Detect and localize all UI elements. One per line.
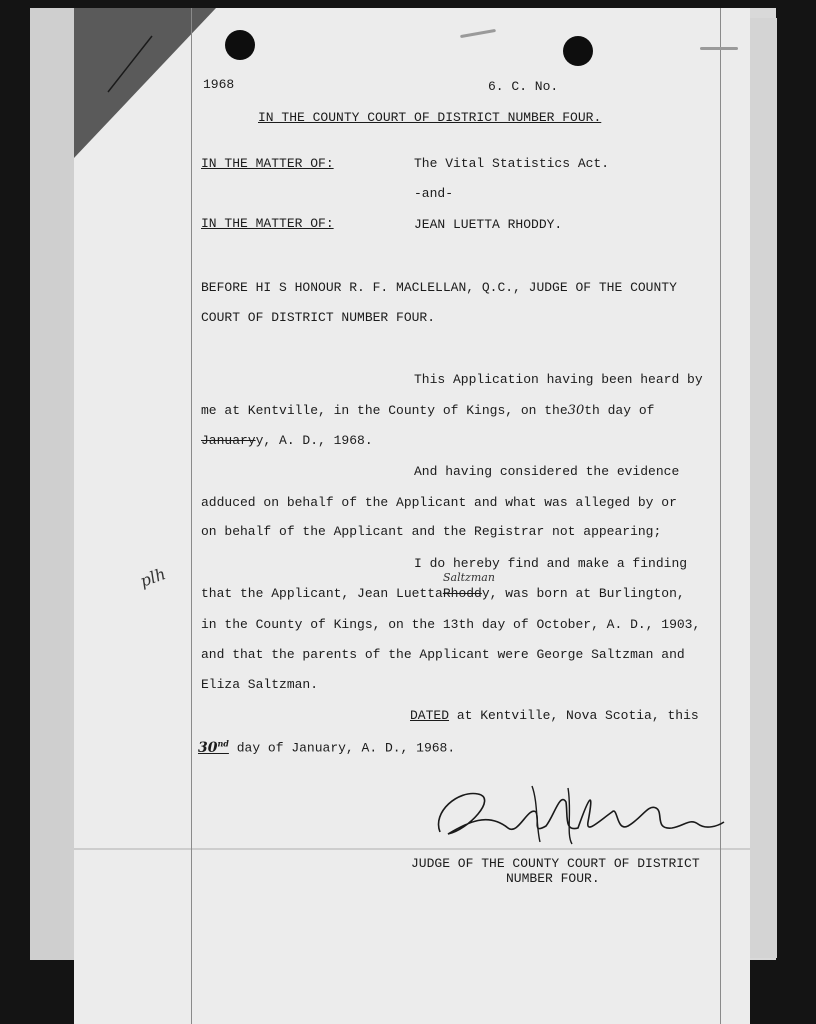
para3-line5: Eliza Saltzman. [201, 677, 319, 692]
matter-label-2: IN THE MATTER OF: [201, 216, 334, 231]
para2-line2: adduced on behalf of the Applicant and what was alleged by or [201, 495, 677, 510]
para3-line4: and that the parents of the Applicant were George Saltzman and [201, 647, 685, 662]
punch-hole-left [225, 30, 255, 60]
handwritten-day: 30 [567, 403, 585, 418]
before-line-2: COURT OF DISTRICT NUMBER FOUR. [201, 310, 436, 325]
staple-mark-right [700, 47, 738, 50]
underlying-sheet-edge [30, 8, 75, 960]
signature-title-line-1: JUDGE OF THE COUNTY COURT OF DISTRICT [411, 856, 700, 871]
document-page [74, 8, 750, 1024]
handwritten-dated-day: 30nd [198, 738, 229, 756]
struck-month: January [201, 433, 256, 448]
para1-line3: Januaryy, A. D., 1968. [201, 433, 373, 448]
judge-signature-image [428, 782, 728, 852]
right-underlying-edge [748, 18, 777, 958]
para1-line1: This Application having been heard by [414, 372, 703, 387]
para2-line3: on behalf of the Applicant and the Registrar not appearing; [201, 524, 662, 539]
para1-line2: me at Kentville, in the County of Kings, on the30th day of [201, 403, 655, 418]
para2-line1: And having considered the evidence [414, 464, 680, 479]
signature-title-line-2: NUMBER FOUR. [506, 871, 600, 886]
matter-value-2: JEAN LUETTA RHODDY. [414, 217, 563, 232]
dated-label: DATED [410, 708, 450, 723]
punch-hole-right [563, 36, 593, 66]
case-number-label: 6. C. No. [488, 79, 559, 94]
para3-line1: I do hereby find and make a finding [414, 556, 688, 571]
court-title: IN THE COUNTY COURT OF DISTRICT NUMBER FOUR. [258, 110, 602, 125]
case-year: 1968 [203, 77, 235, 92]
before-line-1: BEFORE HI S HONOUR R. F. MACLELLAN, Q.C., JUDGE OF THE COUNTY [201, 280, 677, 295]
matter-value-1: The Vital Statistics Act. [414, 156, 610, 171]
left-margin-line [191, 8, 192, 1024]
margin-initials: plh [137, 564, 169, 591]
corner-pencil-mark [100, 30, 160, 100]
para3-line3: in the County of Kings, on the 13th day of October, A. D., 1903, [201, 617, 701, 632]
inserted-surname: Saltzman [443, 571, 495, 584]
para3-line2: that the Applicant, Jean LuettaRhoddy, was born at Burlington, [201, 586, 685, 601]
matter-connector: -and- [414, 186, 454, 201]
dated-line-2: 30nd day of January, A. D., 1968. [198, 738, 456, 756]
struck-surname: Rhodd [442, 586, 482, 601]
right-margin-line [720, 8, 721, 1024]
matter-label-1: IN THE MATTER OF: [201, 156, 334, 171]
dated-line-1: DATED at Kentville, Nova Scotia, this [410, 708, 699, 723]
